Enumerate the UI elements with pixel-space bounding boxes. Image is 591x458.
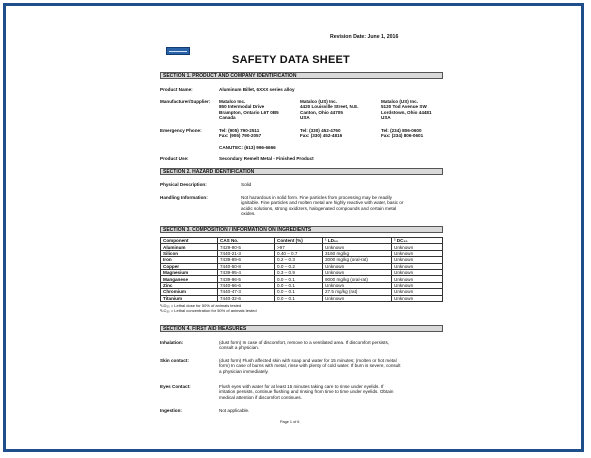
supplier-2: Matalco (US) Inc. 4420 Louisville Street, N.E. Canton, Ohio 44705 USA xyxy=(300,99,359,121)
page-number: Page 1 of 6 xyxy=(280,420,300,424)
composition-table xyxy=(160,237,443,302)
table-row: Iron 7439-89-6 0.2 – 0.3 3000 mg/kg (oral-rat) Unknown xyxy=(161,257,443,263)
product-use-value: Secondary Remelt Metal - Finished Product xyxy=(219,156,314,161)
ingestion-label: Ingestion: xyxy=(160,408,182,413)
column-header: ¹ LD₅₀ xyxy=(323,238,392,244)
physical-description-label: Physical Description: xyxy=(160,182,207,187)
table-row: Magnesium 7439-95-4 0.3 – 0.9 Unknown Unknown xyxy=(161,269,443,275)
revision-date: Revision Date: June 1, 2016 xyxy=(330,34,399,40)
table-notes: ¹LD₅₀ = Lethal dose for 50% of animals tested ²LC₅₀ = Lethal concentration for 50% of animals tested xyxy=(160,303,257,313)
table-row: Zinc 7440-66-6 0.0 – 0.1 Unknown Unknown xyxy=(161,282,443,288)
eyes-contact-label: Eyes Contact: xyxy=(160,384,191,389)
emergency-label: Emergency Phone: xyxy=(160,128,202,133)
column-header: Content (%) xyxy=(275,238,323,244)
product-use-label: Product Use: xyxy=(160,156,189,161)
inhalation-text: (dust form) In case of discomfort, remove to a ventilated area. If discomfort persists, consult a physician. xyxy=(219,340,390,351)
product-name-label: Product Name: xyxy=(160,87,193,92)
handling-text: Not hazardous in solid form. Fine particles from processing may be readily ignitable. Fine particles and molten metal are highly reactive with water, basic or acidic solutions, strong oxidizers, halogenated compounds and certain metal oxides. xyxy=(241,195,404,217)
supplier-3-phones: Tel: (234) 806-0600 Fax: (234) 806-0601 xyxy=(381,128,424,139)
supplier-1: Matalco Inc. 850 Intermodal Drive Brampton, Ontario L6T 0B5 Canada xyxy=(219,99,279,121)
table-row: Manganese 7439-96-5 0.0 – 0.1 9000 mg/kg (oral-rat) Unknown xyxy=(161,276,443,282)
document-title: SAFETY DATA SHEET xyxy=(232,54,350,66)
eyes-contact-text: Flush eyes with water for at least 15 minutes taking care to rinse under eyelids. If irritation persists, continue flushing and rinsing from time to time under eyelids. Obtain medical attention if discomfort continues. xyxy=(219,384,394,400)
manufacturer-label: Manufacturer/Supplier: xyxy=(160,99,211,104)
section-3-heading: SECTION 3. COMPOSITION / INFORMATION ON INGREDIENTS xyxy=(160,226,443,233)
table-row: Titanium 7440-32-6 0.0 – 0.1 Unknown Unknown xyxy=(161,295,443,301)
supplier-2-phones: Tel: (330) 452-4760 Fax: (330) 452-4816 xyxy=(300,128,343,139)
column-header: ² DC₅₀ xyxy=(392,238,443,244)
column-header: Component xyxy=(161,238,218,244)
column-header: CAS No. xyxy=(218,238,275,244)
inhalation-label: Inhalation: xyxy=(160,340,184,345)
supplier-1-phones: Tel: (905) 790-2511 Fax: (905) 790-2057 xyxy=(219,128,262,139)
ingestion-text: Not applicable. xyxy=(219,408,250,413)
skin-contact-label: Skin contact: xyxy=(160,358,189,363)
table-row: Copper 7440-50-8 0.0 – 0.2 Unknown Unknown xyxy=(161,263,443,269)
table-row: Aluminum 7429-90-5 >97 Unknown Unknown xyxy=(161,244,443,250)
supplier-3: Matalco (US) Inc. 5120 Tod Avenue SW Lordstown, Ohio 44481 USA xyxy=(381,99,432,121)
section-2-heading: SECTION 2. HAZARD IDENTIFICATION xyxy=(160,168,443,175)
table-row: Silicon 7440-21-3 0.40 – 0.7 3160 mg/kg Unknown xyxy=(161,250,443,256)
canutec-phone: CANUTEC: (613) 996-6666 xyxy=(219,145,276,150)
product-name-value: Aluminum Billet, 6XXX series alloy xyxy=(219,87,295,92)
physical-description-value: Solid xyxy=(241,182,252,187)
skin-contact-text: (dust form) Flush affected skin with soap and water for 15 minutes; (molten or hot metal form) In case of burns with metal, rinse with plenty of cold water. If burn is severe, consult a physician immediately. xyxy=(219,358,401,374)
table-row: Chromium 7440-47-3 0.0 – 0.1 27.5 mg/kg (rat) Unknown xyxy=(161,289,443,295)
handling-label: Handling Information: xyxy=(160,195,208,200)
section-1-heading: SECTION 1. PRODUCT AND COMPANY IDENTIFICATION xyxy=(160,72,443,79)
section-4-heading: SECTION 4. FIRST AID MEASURES xyxy=(160,325,443,332)
